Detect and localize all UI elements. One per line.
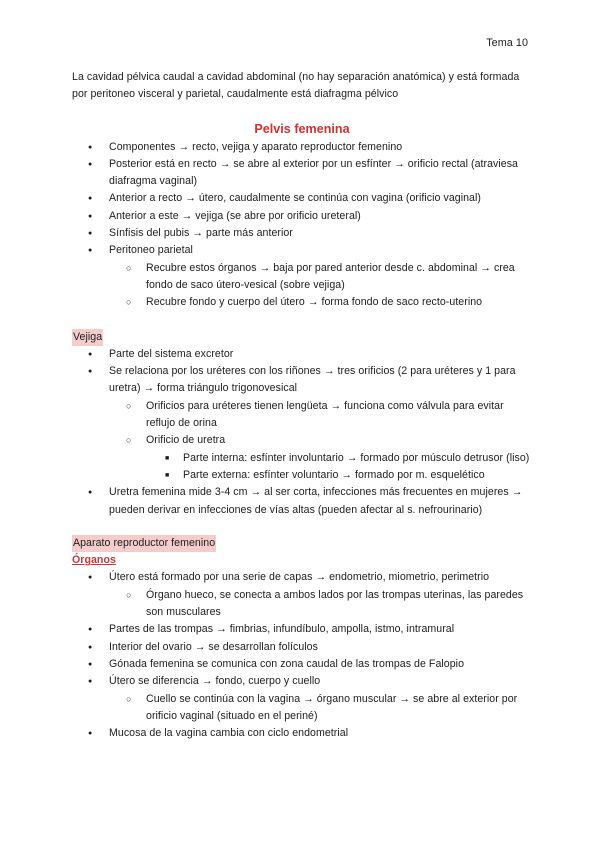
section-title-pelvis: Pelvis femenina xyxy=(254,121,350,136)
list-item: ● Interior del ovario → se desarrollan folículos xyxy=(72,639,532,656)
aparato-list xyxy=(72,569,532,742)
list-item: ● Sínfisis del pubis → parte más anterior xyxy=(72,225,532,242)
cuello-sublist xyxy=(109,691,532,726)
intro-paragraph: La cavidad pélvica caudal a cavidad abdominal (no hay separación anatómica) y está formada por peritoneo visceral y parietal, caudalmente está diafragma pélvico xyxy=(72,71,520,101)
uretra-sublist xyxy=(146,450,532,485)
list-item xyxy=(72,242,532,311)
list-item: ● Anterior a recto → útero, caudalmente se continúa con vagina (orificio vaginal) xyxy=(72,190,532,207)
section-heading-aparato: Aparato reproductor femenino xyxy=(72,535,216,552)
vejiga-list xyxy=(72,346,532,519)
list-item xyxy=(72,363,532,484)
list-item-text: Peritoneo parietal xyxy=(109,244,193,257)
list-item: ○ Orificios para uréteres tienen lengüeta → funciona como válvula para evitar reflujo de orina xyxy=(109,398,532,433)
peritoneo-sublist xyxy=(109,260,532,312)
utero-sublist xyxy=(109,587,532,622)
list-item: ● Parte del sistema excretor xyxy=(72,346,532,363)
pelvis-list xyxy=(72,139,532,312)
list-item: ● Partes de las trompas → fimbrias, infundíbulo, ampolla, istmo, intramural xyxy=(72,621,532,638)
vejiga-heading-row xyxy=(72,329,532,346)
subheading-organos: Órganos xyxy=(72,554,116,567)
list-item: ○ Recubre fondo y cuerpo del útero → forma fondo de saco recto-uterino xyxy=(109,294,532,311)
list-item: ○ Cuello se continúa con la vagina → órgano muscular → se abre al exterior por orificio vaginal (situado en el periné) xyxy=(109,691,532,726)
section-heading-vejiga: Vejiga xyxy=(72,329,103,346)
list-item: ● Anterior a este → vejiga (se abre por orificio ureteral) xyxy=(72,208,532,225)
aparato-heading-row xyxy=(72,535,532,552)
list-item-text: Orificio de uretra xyxy=(146,434,226,447)
document-body xyxy=(72,69,532,742)
list-item: ● Uretra femenina mide 3-4 cm → al ser corta, infecciones más frecuentes en mujeres → pueden derivar en infecciones de vías altas (pueden afectar al s. nefrourinario) xyxy=(72,484,532,519)
list-item: ○ Órgano hueco, se conecta a ambos lados por las trompas uterinas, las paredes son musculares xyxy=(109,587,532,622)
list-item-text: Se relaciona por los uréteres con los riñones → tres orificios (2 para uréteres y 1 para uretra) → forma triángulo trigonovesical xyxy=(109,365,516,395)
list-item-text: Útero está formado por una serie de capas → endometrio, miometrio, perimetrio xyxy=(109,571,490,584)
list-item: ■ Parte interna: esfínter involuntario → formado por músculo detrusor (liso) xyxy=(146,450,532,467)
list-item-text: Útero se diferencia → fondo, cuerpo y cuello xyxy=(109,675,321,688)
list-item xyxy=(72,569,532,621)
list-item: ■ Parte externa: esfínter voluntario → formado por m. esquelético xyxy=(146,467,532,484)
list-item: ● Componentes → recto, vejiga y aparato reproductor femenino xyxy=(72,139,532,156)
list-item: ● Posterior está en recto → se abre al exterior por un esfínter → orificio rectal (atraviesa diafragma vaginal) xyxy=(72,156,532,191)
list-item: ○ Recubre estos órganos → baja por pared anterior desde c. abdominal → crea fondo de saco útero-vesical (sobre vejiga) xyxy=(109,260,532,295)
list-item: ● Mucosa de la vagina cambia con ciclo endometrial xyxy=(72,725,532,742)
list-item xyxy=(72,673,532,725)
list-item: ● Gónada femenina se comunica con zona caudal de las trompas de Falopio xyxy=(72,656,532,673)
list-item xyxy=(109,432,532,484)
orificios-sublist xyxy=(109,398,532,484)
topic-label: Tema 10 xyxy=(486,37,528,49)
